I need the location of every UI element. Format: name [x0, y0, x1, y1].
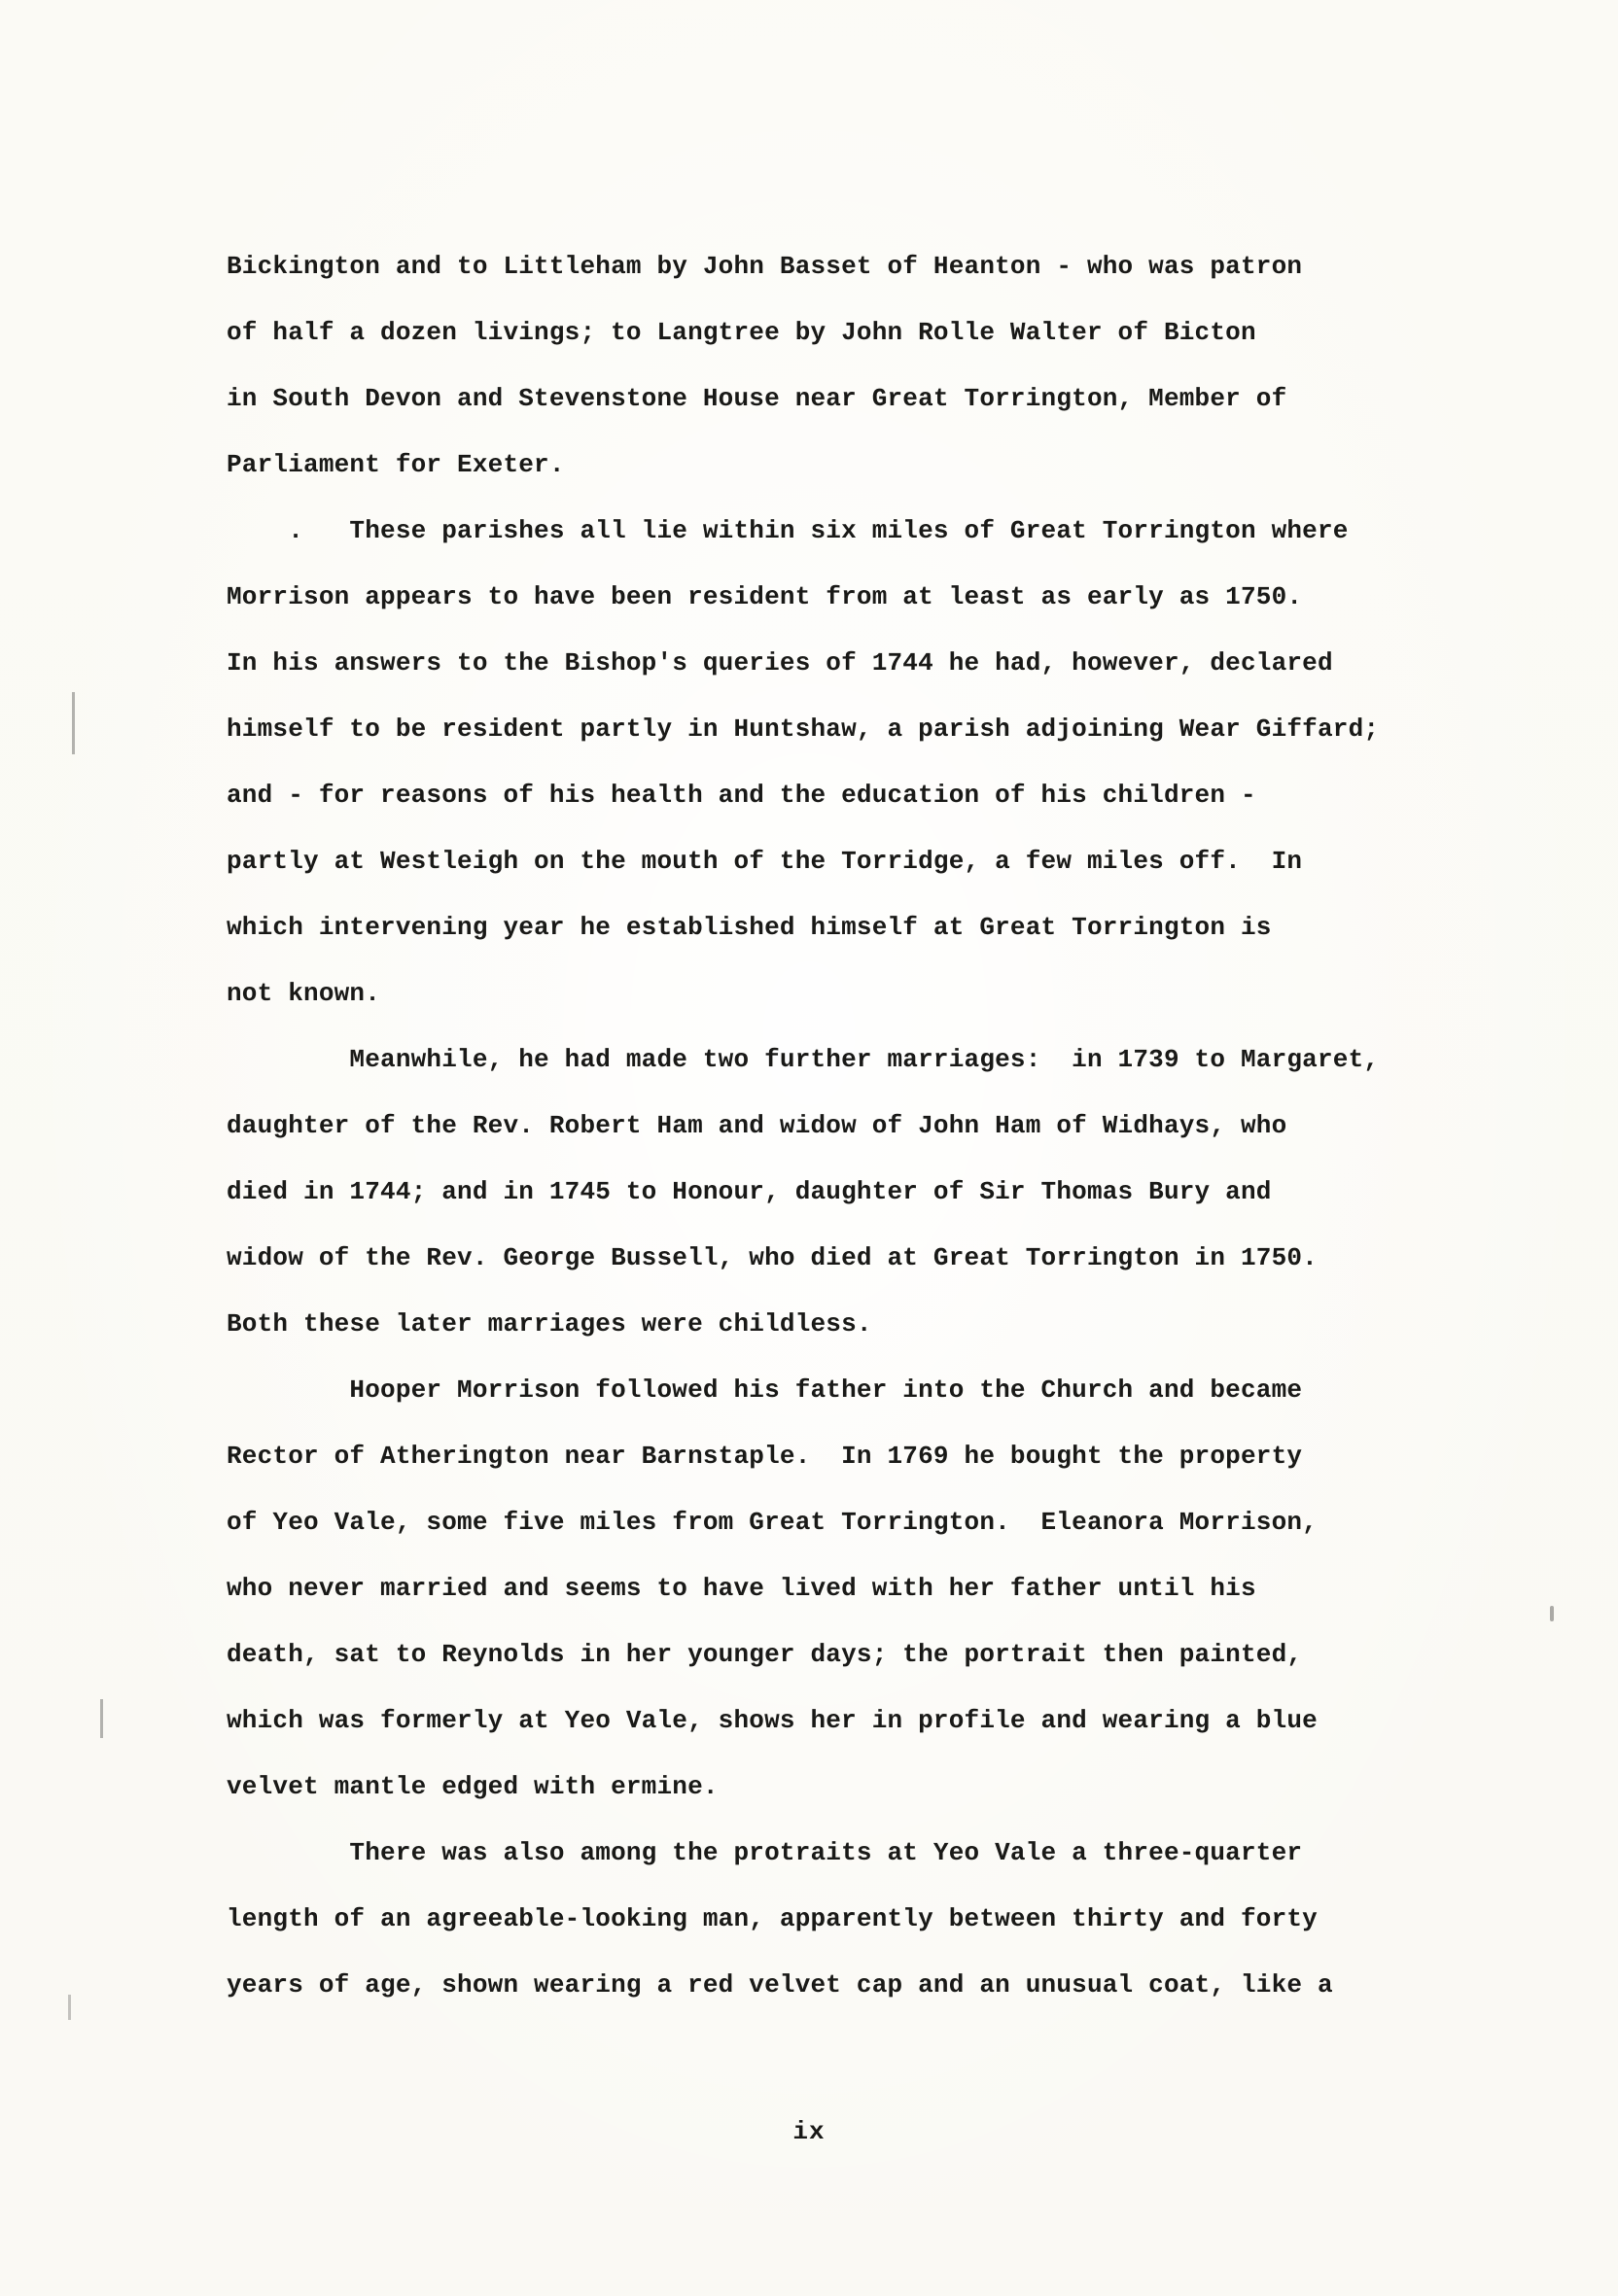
text-line: himself to be resident partly in Huntshaw, a parish adjoining Wear Giffard;: [227, 714, 1380, 744]
text-line: Bickington and to Littleham by John Basset of Heanton - who was patron: [227, 252, 1303, 281]
text-line: daughter of the Rev. Robert Ham and widow of John Ham of Widhays, who: [227, 1111, 1287, 1140]
text-line: and - for reasons of his health and the education of his children -: [227, 781, 1256, 810]
page-number: ix: [792, 2117, 826, 2146]
text-line: In his answers to the Bishop's queries of 1744 he had, however, declared: [227, 648, 1333, 678]
text-line: velvet mantle edged with ermine.: [227, 1772, 719, 1801]
text-line: who never married and seems to have lived with her father until his: [227, 1574, 1256, 1603]
text-line: length of an agreeable-looking man, apparently between thirty and forty: [227, 1904, 1318, 1933]
text-line: Both these later marriages were childless.: [227, 1309, 872, 1339]
scan-artifact: [72, 692, 75, 754]
text-line: of half a dozen livings; to Langtree by John Rolle Walter of Bicton: [227, 318, 1256, 347]
text-line: . These parishes all lie within six miles of Great Torrington where: [227, 516, 1349, 545]
text-line: which was formerly at Yeo Vale, shows her in profile and wearing a blue: [227, 1706, 1318, 1735]
text-line: in South Devon and Stevenstone House near Great Torrington, Member of: [227, 384, 1287, 413]
text-line: widow of the Rev. George Bussell, who died at Great Torrington in 1750.: [227, 1243, 1318, 1272]
text-line: death, sat to Reynolds in her younger days; the portrait then painted,: [227, 1640, 1303, 1669]
text-line: not known.: [227, 979, 381, 1008]
text-line: of Yeo Vale, some five miles from Great Torrington. Eleanora Morrison,: [227, 1508, 1318, 1537]
text-line: died in 1744; and in 1745 to Honour, daughter of Sir Thomas Bury and: [227, 1177, 1272, 1206]
text-line: years of age, shown wearing a red velvet cap and an unusual coat, like a: [227, 1970, 1333, 2000]
scan-artifact: [68, 1995, 71, 2020]
text-line: partly at Westleigh on the mouth of the Torridge, a few miles off. In: [227, 847, 1303, 876]
scan-artifact: [1550, 1606, 1554, 1621]
text-line: Morrison appears to have been resident from at least as early as 1750.: [227, 582, 1303, 611]
document-body: [227, 233, 1379, 2018]
text-line: Meanwhile, he had made two further marriages: in 1739 to Margaret,: [227, 1045, 1380, 1074]
text-line: Rector of Atherington near Barnstaple. In 1769 he bought the property: [227, 1442, 1303, 1471]
scan-artifact: [100, 1699, 103, 1738]
text-line: which intervening year he established himself at Great Torrington is: [227, 913, 1272, 942]
text-line: There was also among the protraits at Yeo Vale a three-quarter: [227, 1838, 1303, 1867]
text-line: Hooper Morrison followed his father into the Church and became: [227, 1375, 1303, 1405]
text-line: Parliament for Exeter.: [227, 450, 565, 479]
